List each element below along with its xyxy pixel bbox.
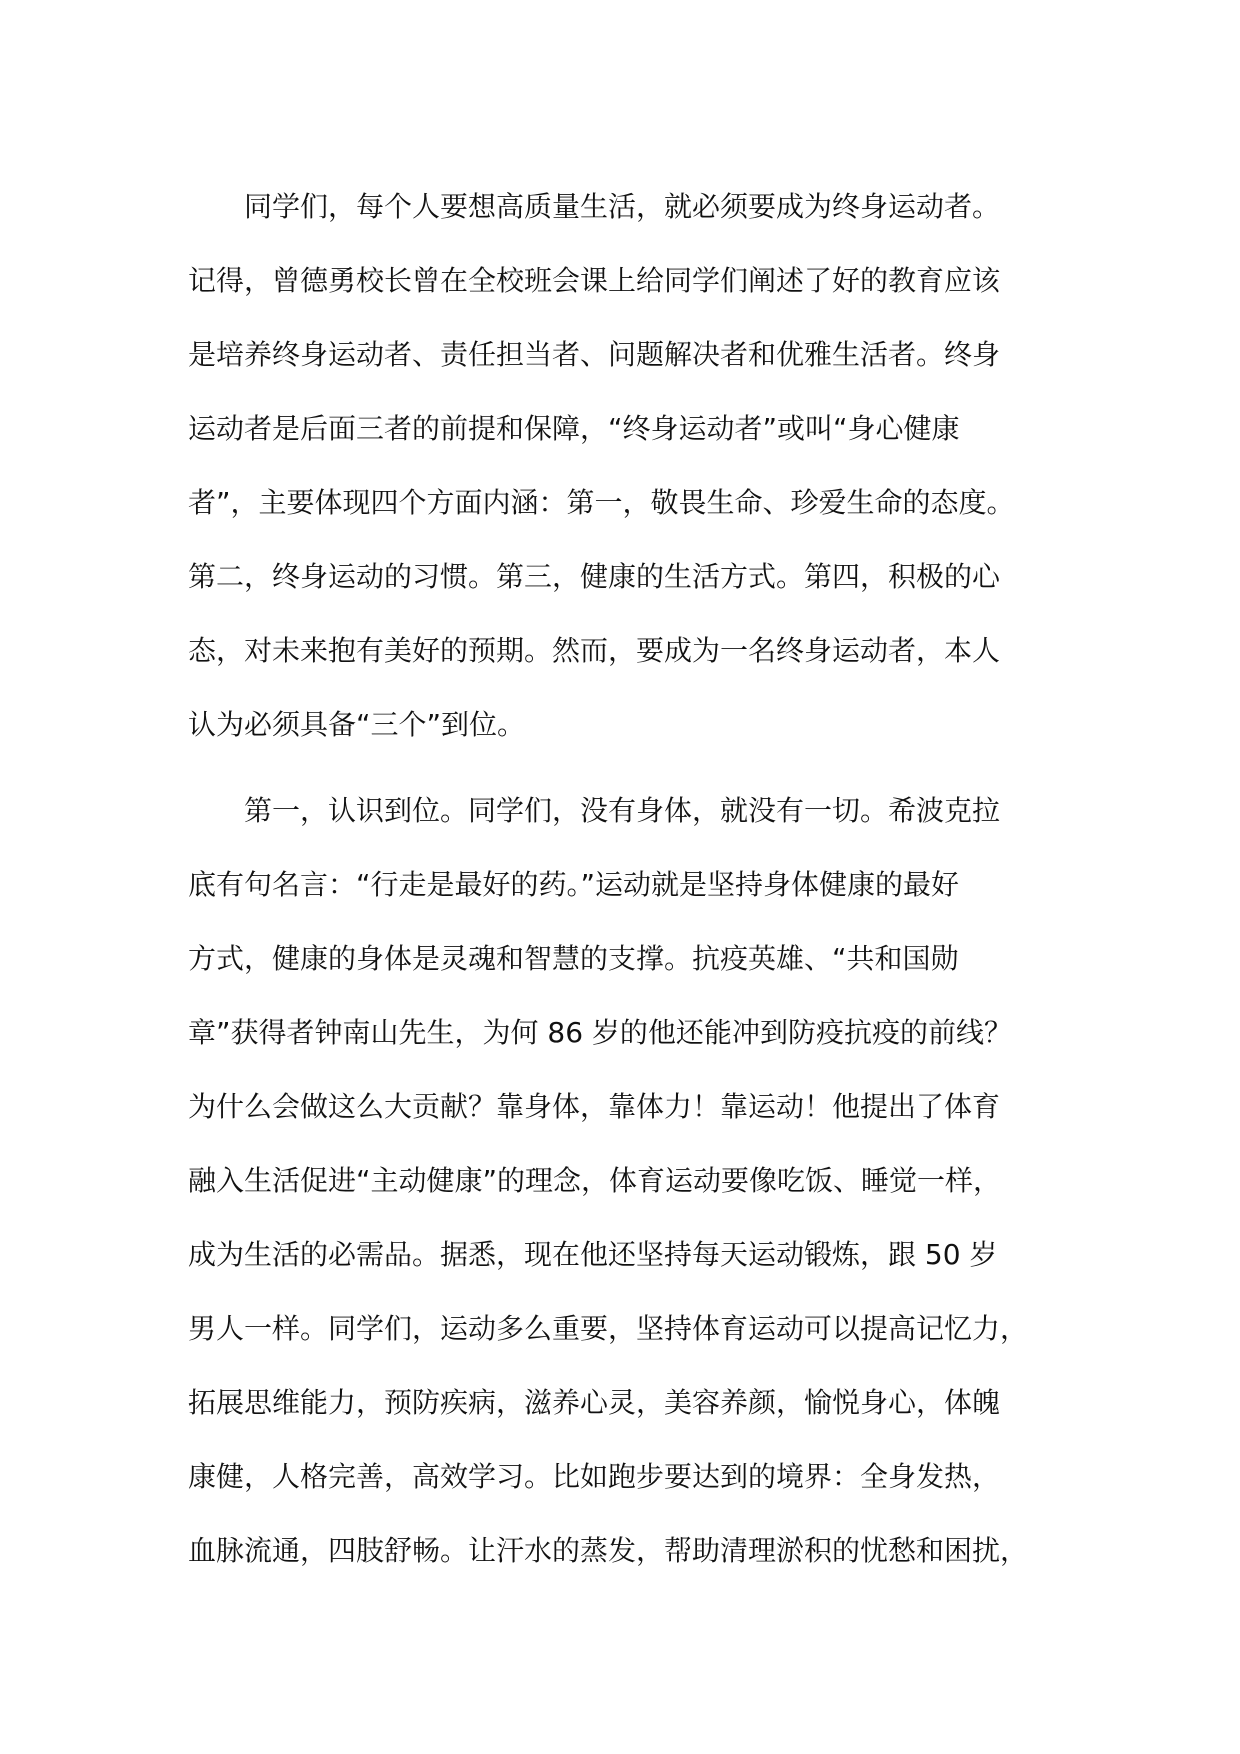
text-line: 方式，健康的身体是灵魂和智慧的支撑。抗疫英雄、“共和国勋 bbox=[188, 942, 959, 975]
text-line: 运动者是后面三者的前提和保障，“终身运动者”或叫“身心健康 bbox=[188, 412, 960, 445]
paragraph-1 bbox=[188, 170, 1088, 762]
text-line: 是培养终身运动者、责任担当者、问题解决者和优雅生活者。终身 bbox=[188, 338, 1001, 371]
text-line: 血脉流通，四肢舒畅。让汗水的蒸发，帮助清理淤积的忧愁和困扰， bbox=[188, 1534, 1029, 1567]
text-line: 态，对未来抱有美好的预期。然而，要成为一名终身运动者，本人 bbox=[188, 634, 1001, 667]
text-line: 融入生活促进“主动健康”的理念，体育运动要像吃饭、睡觉一样， bbox=[188, 1164, 1002, 1197]
paragraph-2 bbox=[188, 774, 1088, 1588]
text-line: 男人一样。同学们，运动多么重要，坚持体育运动可以提高记忆力， bbox=[188, 1312, 1029, 1345]
text-line: 同学们，每个人要想高质量生活，就必须要成为终身运动者。 bbox=[244, 190, 1001, 223]
text-line: 拓展思维能力，预防疾病，滋养心灵，美容养颜，愉悦身心，体魄 bbox=[188, 1386, 1001, 1419]
text-line: 第一，认识到位。同学们，没有身体，就没有一切。希波克拉 bbox=[244, 794, 1001, 827]
text-line: 者”，主要体现四个方面内涵：第一，敬畏生命、珍爱生命的态度。 bbox=[188, 486, 1015, 519]
text-line: 成为生活的必需品。据悉，现在他还坚持每天运动锻炼，跟 50 岁 bbox=[188, 1238, 998, 1271]
text-line: 为什么会做这么大贡献？靠身体，靠体力！靠运动！他提出了体育 bbox=[188, 1090, 1001, 1123]
text-line: 第二，终身运动的习惯。第三，健康的生活方式。第四，积极的心 bbox=[188, 560, 1001, 593]
text-line: 底有句名言：“行走是最好的药。”运动就是坚持身体健康的最好 bbox=[188, 868, 960, 901]
text-line: 康健，人格完善，高效学习。比如跑步要达到的境界：全身发热， bbox=[188, 1460, 1001, 1493]
text-line: 认为必须具备“三个”到位。 bbox=[188, 708, 526, 741]
document-body bbox=[188, 170, 1088, 1588]
paragraph-spacer bbox=[188, 762, 1088, 774]
text-line: 记得，曾德勇校长曾在全校班会课上给同学们阐述了好的教育应该 bbox=[188, 264, 1001, 297]
text-line: 章”获得者钟南山先生，为何 86 岁的他还能冲到防疫抗疫的前线？ bbox=[188, 1016, 1012, 1049]
